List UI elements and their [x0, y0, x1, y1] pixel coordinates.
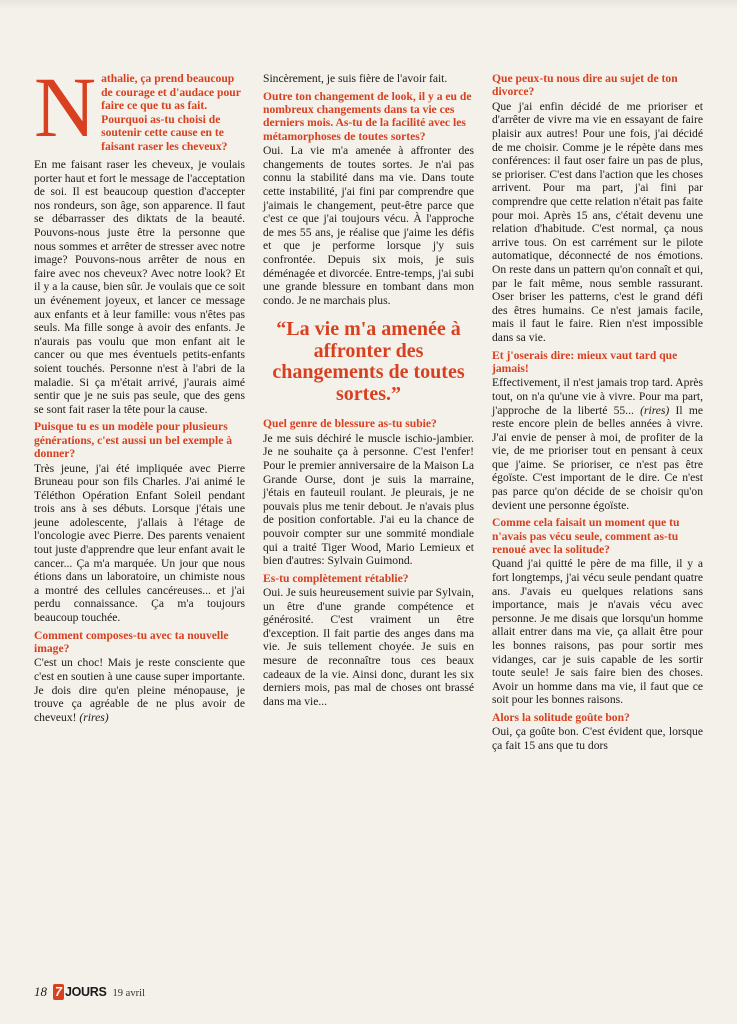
answer-text-cont: Il me reste encore plein de belles années à vivre. J'ai envie de penser à moi, de profiter de la vie, de me prioriser tout en pensant à ceux que j'aime. Se prioriser, ce n'est pas être égoïste. C'est important de le dire. Ce n'est pas parce qu'on décide de se choisir qu'on devient une personne égoïste.: [492, 403, 703, 512]
answer-paragraph: Oui. Je suis heureusement suivie par Sylvain, un être d'une grande compétence et générosité. C'est vraiment un être d'exception. Il fait partie des anges dans ma vie. Je suis tellement choyée. Je suis en mesure de reconnaître tous ces beaux cadeaux de la vie. Ainsi donc, durant les six derniers mois, pas mal de choses ont brassé dans ma vie...: [263, 586, 474, 708]
page-top-shadow: [0, 0, 737, 10]
page-footer: [34, 984, 145, 1000]
article-columns: [34, 59, 703, 952]
answer-paragraph: Je me suis déchiré le muscle ischio-jambier. Je ne souhaite ça à personne. C'est l'enfer! Pour le premier anniversaire de la Maison La Grande Ourse, dont je suis la marraine, j'étais en fauteuil roulant. Je pleurais, je ne pouvais plus me tenir debout. Je n'avais plus de position confortable. J'ai eu la chance de pouvoir compter sur une sommité mondiale qui a traité Tiger Wood, Mario Lemieux et bien d'autres: Sylvain Guimond.: [263, 431, 474, 568]
interview-question: Que peux-tu nous dire au sujet de ton divorce?: [492, 72, 678, 99]
answer-text: C'est un choc! Mais je reste consciente que c'est en soutien à une cause super importante. Je dois dire qu'en pleine ménopause, je trouve ça agréable de ne plus avoir de cheveux!: [34, 656, 245, 724]
page-number: 18: [34, 984, 47, 999]
answer-paragraph: [34, 656, 245, 724]
answer-paragraph: Oui, ça goûte bon. C'est évident que, lorsque ça fait 15 ans que tu dors: [492, 725, 703, 752]
answer-aside: (rires): [79, 710, 109, 724]
logo-seven: 7: [55, 985, 62, 999]
interview-question: Puisque tu es un modèle pour plusieurs générations, c'est aussi un bel exemple à donner?: [34, 420, 233, 461]
lead-question-text: athalie, ça prend beaucoup de courage et d'audace pour faire ce que tu as fait. Pourquoi as-tu choisi de soutenir cette cause en te faisant raser les cheveux?: [101, 72, 241, 153]
article-column-3: [492, 72, 703, 952]
magazine-logo: [53, 984, 107, 1000]
lead-paragraph-block: [34, 59, 245, 158]
answer-paragraph: [492, 376, 703, 512]
answer-aside: (rires): [640, 403, 670, 417]
answer-paragraph: Que j'ai enfin décidé de me prioriser et d'arrêter de vivre ma vie en essayant de faire plaisir aux autres! Pour une fois, j'ai décidé de me choisir. Comme je le répète dans mes conférences: il faut oser faire un pas de plus, se prioriser. C'est dans l'action que les choses arrivent. Pour ma part, j'ai fini par comprendre que cette relation n'était pas faite pour moi. Après 15 ans, c'était devenu une relation d'habitude. C'est normal, ça nous arrive tous. On est carrément sur le pilote automatique, déconnecté de nos émotions. On reste dans un pattern qu'on connaît et qui, par le fait même, nous semble rassurant. Oser briser les patterns, c'est le grand défi des êtres humains. Ce n'est jamais facile, mais il faut le faire. Rien n'est impossible dans sa vie.: [492, 99, 703, 344]
answer-paragraph: Sincèrement, je suis fière de l'avoir fait.: [263, 72, 448, 85]
interview-question: Alors la solitude goûte bon?: [492, 711, 630, 724]
interview-question: Es-tu complètement rétablie?: [263, 571, 409, 585]
drop-cap-letter: N: [34, 59, 97, 155]
interview-question: Et j'oserais dire: mieux vaut tard que jamais!: [492, 348, 678, 375]
answer-paragraph: Oui. La vie m'a amenée à affronter des changements de toutes sortes. Je n'ai pas connu la stabilité dans ma vie. Dans toute cette instabilité, j'ai fini par comprendre que j'aimais le changement, peut-être parce que c'est ce que j'ai toujours vécu. À l'approche de mes 55 ans, je réalise que j'aime les défis et que je performe lorsque j'y suis confrontée. Depuis six mois, je suis déménagée et divorcée. Entre-temps, j'ai subi une grande blessure en tombant dans mon condo. Je ne marchais plus.: [263, 144, 474, 307]
pull-quote: “La vie m'a amenée à affronter des changements de toutes sortes.”: [272, 318, 465, 405]
interview-question: Outre ton changement de look, il y a eu de nombreux changements dans ta vie ces derniers mois. As-tu de la facilité avec les métamorphoses de toutes sortes?: [263, 89, 472, 143]
answer-paragraph: Très jeune, j'ai été impliquée avec Pierre Bruneau pour son fils Charles. J'ai animé le Téléthon Opération Enfant Soleil pendant trois ans à ses débuts. Lorsque j'étais une jeune adolescente, j'allais à l'étage de l'oncologie avec Pierre. Des parents venaient tout juste d'apprendre que leur enfant avait le cancer... Ça m'a marquée. Un jour que nous étions dans un laboratoire, un chimiste nous a montré des cellules cancéreuses... et j'ai perdu connaissance. Ça m'a toujours beaucoup touchée.: [34, 461, 245, 625]
issue-date: 19 avril: [112, 988, 145, 999]
answer-paragraph: En me faisant raser les cheveux, je voulais porter haut et fort le message de l'acceptation de soi. Il est beaucoup question d'accepter nos rondeurs, son âge, son apparence. Il faut se débarrasser des diktats de la beauté. Pouvons-nous juste être la personne que nous sommes et arrêter de stresser avec notre image? Pouvons-nous arrêter de nous en faire avec nos cheveux? Avec notre look? Et il y a la cause, bien sûr. Je voulais que ce soit un événement joyeux, et lancer ce message aux enfants et à leur famille: vous n'êtes pas seuls. Ma fille songe à avoir des enfants. Je n'aurais pas voulu que mon enfant ait le cancer ou que mes éventuels petits-enfants soient touchés. Personne n'est à l'abri de la maladie. Si ça m'était arrivé, j'aurais aimé sentir que je ne suis pas seule, que des gens se sont fait raser la tête pour la cause.: [34, 158, 245, 416]
article-column-2: [263, 72, 474, 952]
logo-jours: JOURS: [64, 985, 107, 999]
answer-text: Effectivement, il n'est jamais trop tard. Après tout, on n'a qu'une vie à vivre. Pour ma part, j'approche de la liberté 55...: [492, 376, 703, 417]
interview-question: Quel genre de blessure as-tu subie?: [263, 417, 437, 431]
interview-question: Comment composes-tu avec ta nouvelle image?: [34, 628, 229, 656]
interview-question: Comme cela faisait un moment que tu n'avais pas vécu seule, comment as-tu renoué avec la solitude?: [492, 516, 680, 557]
article-column-1: [34, 59, 245, 952]
answer-paragraph: Quand j'ai quitté le père de ma fille, il y a fort longtemps, j'ai vécu seule pendant quatre ans. J'avais eu quelques relations sans importance, mais je n'avais vécu avec personne. Je me disais que lorsqu'un homme allait entrer dans ma vie, ça allait être pour les bonnes raisons, pas pour sortir mes vidanges, car je suis capable de les sortir toute seule! Je sais faire bien des choses. Avoir un homme dans ma vie, il faut que ce soit pour les bonnes raisons.: [492, 557, 703, 707]
